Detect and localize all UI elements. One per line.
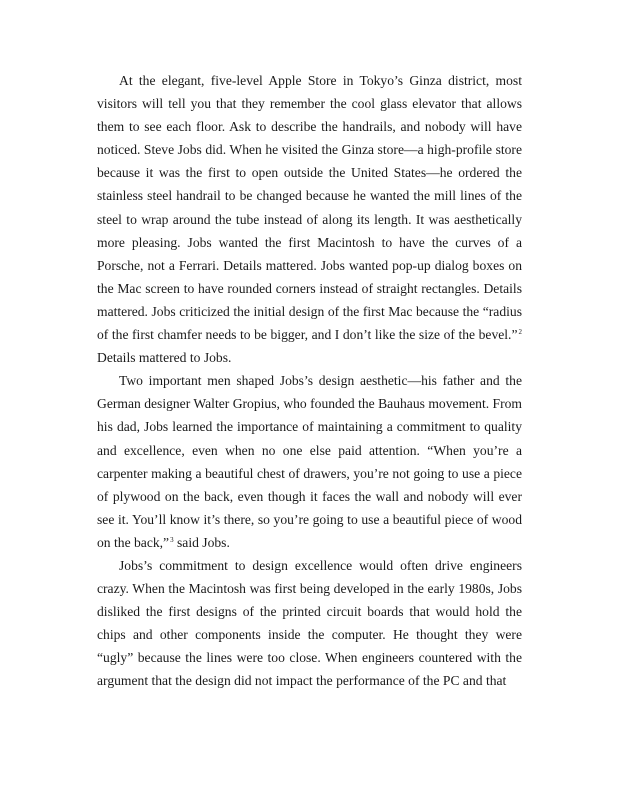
paragraph <box>97 554 522 693</box>
paragraph-text: Jobs’s commitment to design excellence would often drive engineers crazy. When the Macintosh was first being developed in the early 1980s, Jobs disliked the first designs of the printed circuit boards that would hold the chips and other components inside the computer. He thought they were “ugly” because the lines were too close. When engineers countered with the argument that the design did not impact the performance of the PC and that <box>97 557 522 689</box>
paragraph-text: Two important men shaped Jobs’s design aesthetic—his father and the German designer Walter Gropius, who founded the Bauhaus movement. From his dad, Jobs learned the importance of maintaining a commitment to quality and excellence, even when no one else paid attention. “When you’re a carpenter making a beautiful chest of drawers, you’re not going to use a piece of plywood on the back, even though it faces the wall and nobody will ever see it. You’ll know it’s there, so you’re going to use a beautiful piece of wood on the back,” <box>97 373 522 550</box>
paragraph <box>97 69 522 369</box>
footnote-marker: 3 <box>170 535 174 544</box>
paragraph-text: Details mattered to Jobs. <box>97 350 232 366</box>
paragraph-text: At the elegant, five-level Apple Store in Tokyo’s Ginza district, most visitors will tell you that they remember the cool glass elevator that allows them to see each floor. Ask to describe the handrails, and nobody will have noticed. Steve Jobs did. When he visited the Ginza store—a high-profile store because it was the first to open outside the United States—he ordered the stainless steel handrail to be changed because he wanted the mill lines of the steel to wrap around the tube instead of along its length. It was aesthetically more pleasing. Jobs wanted the first Macintosh to have the curves of a Porsche, not a Ferrari. Details mattered. Jobs wanted pop-up dialog boxes on the Mac screen to have rounded corners instead of straight rectangles. Details mattered. Jobs criticized the initial design of the first Mac because the “radius of the first chamfer needs to be bigger, and I don’t like the size of the bevel.” <box>97 73 522 343</box>
document-page <box>97 69 522 693</box>
paragraph-text: said Jobs. <box>173 534 230 550</box>
footnote-marker: 2 <box>518 328 522 337</box>
paragraph <box>97 369 522 554</box>
